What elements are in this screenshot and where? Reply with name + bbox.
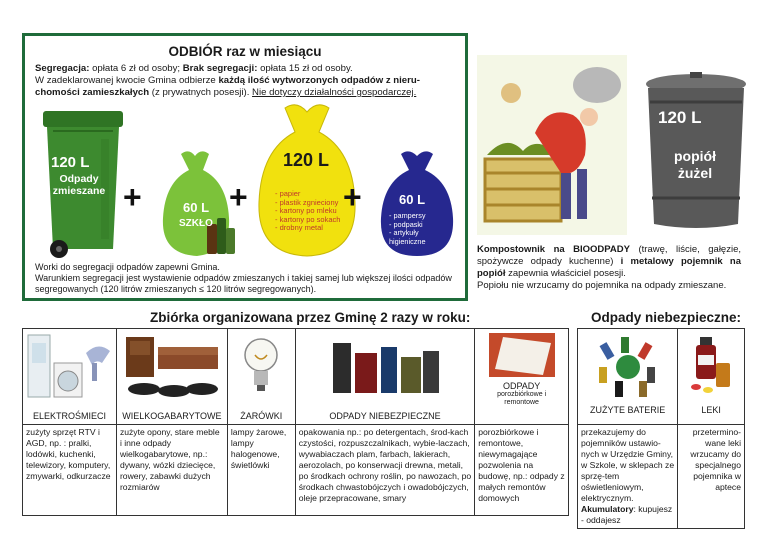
gmina-title: Zbiórka organizowana przez Gminę 2 razy w roku: bbox=[150, 310, 471, 325]
medicine-description: przetermino-wane leki wrzucamy do specjalnego pojemnika w aptece bbox=[678, 425, 745, 529]
hazardous-cell bbox=[295, 329, 474, 425]
ash-container-label: i metalowy pojemnik na popiół bbox=[477, 256, 741, 279]
ash-bin-label: popiół żużel bbox=[674, 148, 716, 181]
renovation-subheading: porozbiórkowe i remontowe bbox=[497, 391, 547, 406]
bulky-cell bbox=[116, 329, 227, 425]
list-item: - papier bbox=[275, 189, 301, 198]
bin-label: Odpady zmieszane bbox=[52, 173, 106, 197]
segregation-note bbox=[35, 262, 461, 295]
furniture-icon bbox=[122, 333, 222, 401]
renovation-icon bbox=[489, 333, 555, 377]
gmina-table bbox=[22, 328, 569, 516]
intro-text-a: W zadeklarowanej kwocie Gmina odbierze bbox=[35, 75, 219, 86]
hazardous-heading: ODPADY NIEBEZPIECZNE bbox=[329, 411, 441, 421]
plus-sign: + bbox=[343, 179, 362, 215]
accumulators-label: Akumulatory bbox=[581, 504, 634, 514]
hygiene-bag bbox=[373, 148, 461, 260]
compost-icon bbox=[477, 55, 627, 235]
yellow-items bbox=[275, 190, 340, 233]
renovation-description: porozbiórkowe i remontowe, niewymagające pozwolenia na budowę, np.: odpady z małych remontów domowych bbox=[475, 425, 569, 516]
electronics-heading: ELEKTROŚMIECI bbox=[32, 411, 106, 421]
compost-examples: (trawę, liście, gałęzie, spożywcze odpady kuchenne) bbox=[477, 244, 741, 267]
bulbs-heading: ŻARÓWKI bbox=[240, 411, 283, 421]
no-segregation-fee: opłata 15 zł od osoby. bbox=[257, 63, 353, 74]
plus-sign: + bbox=[229, 179, 248, 215]
intro-text-b: każdą ilość wytworzonych odpadów z nieru-chomości zamieszkałych bbox=[35, 75, 420, 98]
hazard-table bbox=[577, 328, 745, 529]
segregation-label: Segregacja: bbox=[35, 63, 90, 74]
ash-bin bbox=[642, 72, 750, 232]
appliances-icon bbox=[26, 333, 112, 401]
ash-bin-volume: 120 L bbox=[658, 108, 702, 127]
collection-panel bbox=[22, 33, 468, 301]
table-row bbox=[23, 425, 569, 516]
list-item: - kartony po sokach bbox=[275, 214, 341, 224]
hazard-title: Odpady niebezpieczne: bbox=[591, 310, 742, 325]
blue-items bbox=[389, 212, 445, 246]
mixed-waste-bin bbox=[39, 109, 127, 259]
ash-note: Popiołu nie wrzucamy do pojemnika na odpady zmieszane. bbox=[477, 280, 727, 291]
segregation-fee: opłata 6 zł od osoby; bbox=[89, 63, 183, 74]
collection-intro bbox=[35, 63, 461, 99]
batteries-icon bbox=[593, 335, 663, 397]
batteries-cell bbox=[578, 329, 678, 425]
chemicals-icon bbox=[325, 333, 445, 401]
electronics-description: zużyty sprzęt RTV i AGD, np. : pralki, lodówki, kuchenki, telewizory, komputery, zmywarki, odkurzacze bbox=[23, 425, 117, 516]
plus-sign: + bbox=[123, 179, 142, 215]
bin-volume: 120 L bbox=[51, 154, 90, 171]
list-item: - pampersy bbox=[389, 211, 426, 220]
electronics-cell bbox=[23, 329, 117, 425]
list-item: - artykuły higieniczne bbox=[389, 228, 426, 246]
bulbs-description: lampy żarowe, lampy halogenowe, świetlówki bbox=[227, 425, 295, 516]
renovation-heading: ODPADY bbox=[502, 381, 541, 391]
note-line: Worki do segregacji odpadów zapewni Gmina. bbox=[35, 262, 220, 272]
medicine-cell bbox=[678, 329, 745, 425]
batteries-heading: ZUŻYTE BATERIE bbox=[589, 405, 666, 415]
note-line: Warunkiem segregacji jest wystawienie odpadów zmieszanych i takiej samej lub większej ilości odpadów segregowanych (120 litrów zmieszanych ≤ 120 litrów segregowanych). bbox=[35, 273, 452, 294]
lightbulb-icon bbox=[241, 333, 281, 401]
hazardous-description: opakowania np.: po detergentach, środ-kach czystości, rozpuszczalnikach, wybie-laczach, wywabiaczach plam, farbach, lakierach, aerozolach, po konserwacji drewna, metali, po środkach ochrony roślin, po nawozach, po środkach chwastobójczych i owadobójczych, oleje przepracowane, smary bbox=[295, 425, 474, 516]
list-item: - drobny metal bbox=[275, 223, 323, 233]
list-item: - kartony po mleku bbox=[275, 206, 337, 216]
yellow-volume: 120 L bbox=[283, 150, 330, 170]
glass-label: SZKŁO bbox=[179, 218, 213, 229]
collection-title: ODBIÓR raz w miesiącu bbox=[168, 44, 322, 59]
renovation-cell bbox=[475, 329, 569, 425]
compost-owner: zapewnia właściciel posesji. bbox=[505, 268, 626, 279]
glass-volume: 60 L bbox=[183, 200, 210, 215]
bulky-description: zużyte opony, stare meble i inne odpady wielkogabarytowe, np.: dywany, wózki dziecięce, rowery, zabawki dużych rozmiarów bbox=[116, 425, 227, 516]
batteries-description bbox=[578, 425, 678, 529]
list-item: - plastik zgnieciony bbox=[275, 197, 339, 207]
medicine-heading: LEKI bbox=[701, 405, 721, 415]
blue-volume: 60 L bbox=[399, 192, 426, 207]
no-segregation-label: Brak segregacji: bbox=[182, 63, 258, 74]
list-item: - podpaski bbox=[389, 219, 423, 229]
compost-title: Kompostownik na BIOODPADY bbox=[477, 244, 630, 255]
table-row bbox=[23, 329, 569, 425]
bulbs-cell bbox=[227, 329, 295, 425]
table-row bbox=[578, 329, 745, 425]
compost-info bbox=[477, 244, 741, 292]
bulky-heading: WIELKOGABARYTOWE bbox=[122, 411, 222, 421]
medicine-icon bbox=[686, 335, 736, 397]
intro-text-c: (z prywatnych posesji). bbox=[149, 87, 253, 98]
business-exclusion: Nie dotyczy działalności gospodarczej. bbox=[252, 87, 417, 98]
compost-illustration bbox=[477, 55, 627, 235]
table-row bbox=[578, 425, 745, 529]
batteries-text: przekazujemy do pojemników ustawio-nych w Urzędzie Gminy, w Szkole, w sklepach ze sprzę-tem oświetleniowym, elektrycznym. bbox=[581, 427, 675, 503]
accumulators-text: : kupujesz - oddajesz bbox=[581, 504, 673, 525]
